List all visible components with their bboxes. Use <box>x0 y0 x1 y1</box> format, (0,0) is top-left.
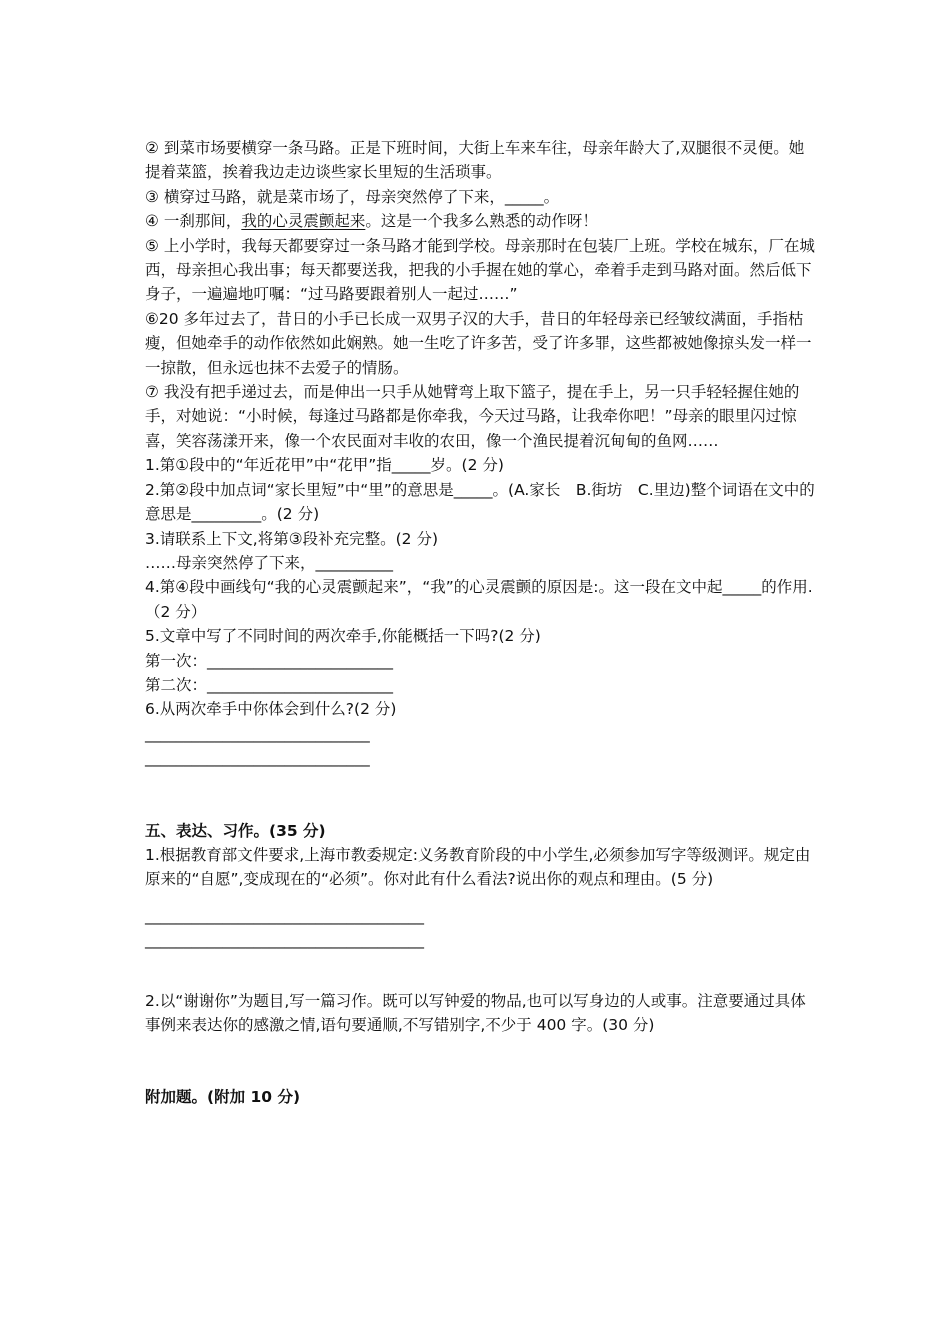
question-6: 6.从两次牵手中你体会到什么?(2 分) <box>145 700 397 719</box>
reading-paragraph-6: ⑥20 多年过去了，昔日的小手已长成一双男子汉的大手，昔日的年轻母亲已经皱纹满面，手指枯瘦，但她牵手的动作依然如此娴熟。她一生吃了许多苦，受了许多罪，这些都被她像掠头发一样一一掠散，但永远也抹不去爱子的情肠。 <box>145 309 812 377</box>
question-6-answer-line-1: _____________________________ <box>145 724 370 743</box>
reading-paragraph-2: ② 到菜市场要横穿一条马路。正是下班时间，大街上车来车往，母亲年龄大了,双腿很不灵便。她提着菜篮，挨着我边走边谈些家长里短的生活琐事。 <box>145 139 805 182</box>
spacer <box>145 953 817 989</box>
paragraph-4-lead: ④ 一刹那间， <box>145 212 242 231</box>
spacer <box>145 892 817 904</box>
section-5-item-2: 2.以“谢谢你”为题目,写一篇习作。既可以写钟爱的物品,也可以写身边的人或事。注意要通过具体事例来表达你的感激之情,语句要通顺,不写错别字,不少于 400 字。(30 分) <box>145 991 806 1034</box>
question-2: 2.第②段中加点词“家长里短”中“里”的意思是_____。(A.家长 B.街坊 C.里边)整个词语在文中的意思是_________。(2 分) <box>145 480 815 524</box>
reading-paragraph-4 <box>145 209 817 233</box>
question-3: 3.请联系上下文,将第③段补充完整。(2 分) <box>145 529 438 548</box>
reading-paragraph-5: ⑤ 上小学时，我每天都要穿过一条马路才能到学校。母亲那时在包装厂上班。学校在城东，厂在城西，母亲担心我出事；每天都要送我，把我的小手握在她的掌心，牵着手走到马路对面。然后低下身子，一遍遍地叮嘱：“过马路要跟着别人一起过……” <box>145 236 815 304</box>
question-6-answer-line-2: _____________________________ <box>145 749 370 768</box>
section-5-heading: 五、表达、习作。(35 分) <box>145 821 326 840</box>
question-1: 1.第①段中的“年近花甲”中“花甲”指_____岁。(2 分) <box>145 456 504 475</box>
spacer <box>145 771 817 819</box>
section-5-item-1: 1.根据教育部文件要求,上海市教委规定:义务教育阶段的中小学生,必须参加写字等级测评。规定由原来的“自愿”,变成现在的“必须”。你对此有什么看法?说出你的观点和理由。(5 分) <box>145 845 811 889</box>
question-5: 5.文章中写了不同时间的两次牵手,你能概括一下吗?(2 分) <box>145 627 541 646</box>
question-5-second-answer: 第二次：________________________ <box>145 675 394 694</box>
document-page <box>145 136 817 1110</box>
reading-paragraph-3: ③ 横穿过马路，就是菜市场了，母亲突然停了下来，_____。 <box>145 187 560 206</box>
item-1-answer-line-2: ____________________________________ <box>145 931 424 950</box>
spacer <box>145 1037 817 1085</box>
reading-paragraph-7: ⑦ 我没有把手递过去，而是伸出一只手从她臂弯上取下篮子，提在手上，另一只手轻轻握住她的手，对她说：“小时候，每逢过马路都是你牵我，今天过马路，让我牵你吧！”母亲的眼里闪过惊喜，笑容荡漾开来，像一个农民面对丰收的农田，像一个渔民提着沉甸甸的鱼网…… <box>145 383 800 450</box>
item-1-answer-line-1: ____________________________________ <box>145 906 424 925</box>
question-4: 4.第④段中画线句“我的心灵震颤起来”，“我”的心灵震颤的原因是:。这一段在文中起_____的作用.（2 分） <box>145 578 813 621</box>
question-3-answer-line: ……母亲突然停了下来，__________ <box>145 553 394 572</box>
underlined-sentence: 我的心灵震颤起来 <box>241 212 366 231</box>
question-5-first-answer: 第一次：________________________ <box>145 651 394 670</box>
bonus-heading: 附加题。(附加 10 分) <box>145 1088 301 1107</box>
paragraph-4-tail: 。这是一个我多么熟悉的动作呀！ <box>365 212 598 231</box>
